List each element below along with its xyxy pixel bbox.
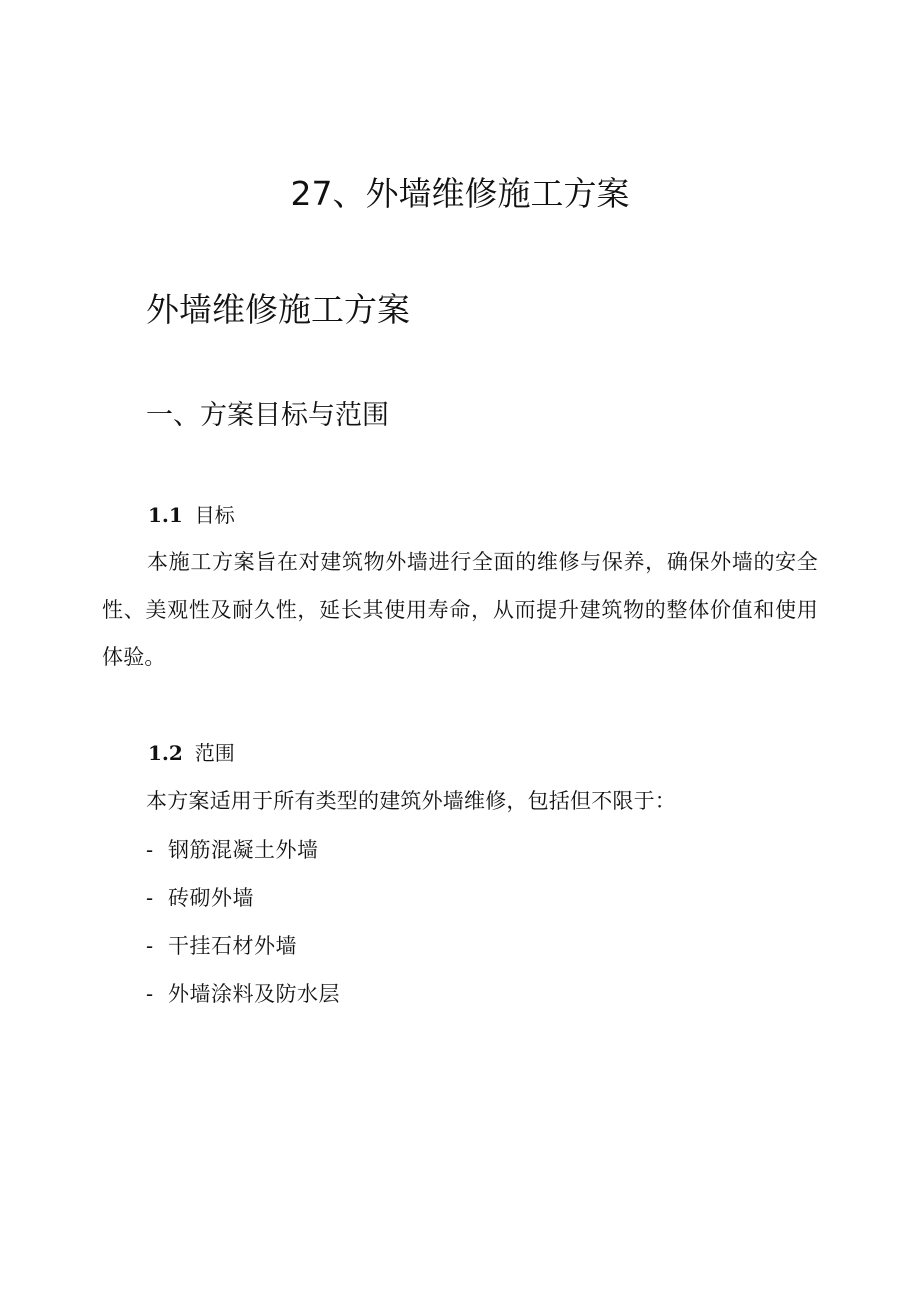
list-bullet: - bbox=[146, 982, 154, 1006]
subsection-number: 1.1 bbox=[148, 503, 183, 527]
subsection-heading-goal bbox=[148, 500, 235, 530]
subsection-heading-scope bbox=[148, 738, 235, 768]
list-bullet: - bbox=[146, 934, 154, 958]
subsection-number: 1.2 bbox=[148, 741, 183, 765]
main-heading: 外墙维修施工方案 bbox=[146, 290, 410, 329]
list-item bbox=[146, 979, 340, 1027]
list-bullet: - bbox=[146, 886, 154, 910]
list-item-text: 钢筋混凝土外墙 bbox=[168, 838, 319, 862]
list-item-text: 砖砌外墙 bbox=[168, 886, 254, 910]
scope-intro: 本方案适用于所有类型的建筑外墙维修，包括但不限于： bbox=[146, 789, 676, 813]
goal-paragraph: 本施工方案旨在对建筑物外墙进行全面的维修与保养，确保外墙的安全性、美观性及耐久性，延长其使用寿命，从而提升建筑物的整体价值和使用体验。 bbox=[102, 550, 818, 669]
subsection-label: 范围 bbox=[194, 741, 235, 765]
document-title: 27、外墙维修施工方案 bbox=[290, 174, 630, 213]
section-heading: 一、方案目标与范围 bbox=[146, 400, 389, 431]
list-item bbox=[146, 883, 340, 931]
scope-list bbox=[146, 835, 340, 1027]
list-item-text: 外墙涂料及防水层 bbox=[168, 982, 340, 1006]
list-bullet: - bbox=[146, 838, 154, 862]
list-item-text: 干挂石材外墙 bbox=[168, 934, 297, 958]
subsection-label: 目标 bbox=[194, 503, 235, 527]
list-item bbox=[146, 931, 340, 979]
list-item bbox=[146, 835, 340, 883]
